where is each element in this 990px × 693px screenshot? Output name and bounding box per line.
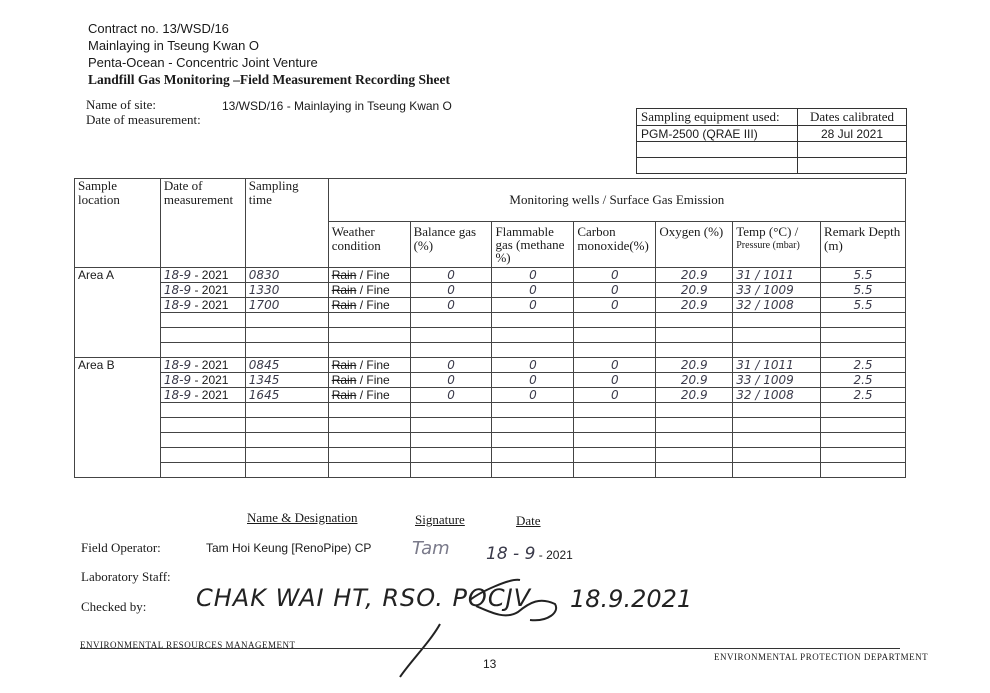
time-cell: 1645: [245, 388, 328, 403]
header-remark-depth: Remark Depth (m): [821, 222, 906, 268]
temp-pressure-cell: 31 / 1011: [733, 358, 821, 373]
header-pressure: Pressure (mbar): [736, 240, 800, 251]
calibration-blank-cell: [798, 142, 907, 158]
equipment-blank-cell: [637, 142, 798, 158]
oxygen-cell: 20.9: [656, 268, 733, 283]
temp-pressure-cell: 33 / 1009: [733, 283, 821, 298]
equipment-blank-cell: [637, 158, 798, 174]
oxygen-cell: 20.9: [656, 358, 733, 373]
date-cell: 18-9 - 2021: [160, 298, 245, 313]
field-operator-date: 18 - 9 - 2021: [486, 544, 573, 564]
depth-cell: 5.5: [821, 268, 906, 283]
carbon-cell: 0: [574, 373, 656, 388]
equipment-value: PGM-2500 (QRAE III): [637, 126, 798, 142]
name-designation-header: Name & Designation: [247, 510, 358, 525]
header-date: Date of measurement: [160, 179, 245, 268]
table-row-empty: [75, 448, 906, 463]
balance-cell: 0: [410, 373, 492, 388]
table-row: [75, 298, 906, 313]
flammable-cell: 0: [492, 268, 574, 283]
flammable-cell: 0: [492, 298, 574, 313]
depth-cell: 5.5: [821, 298, 906, 313]
flammable-cell: 0: [492, 358, 574, 373]
checked-by-label: Checked by:: [81, 599, 147, 614]
header-flammable-gas: Flammable gas (methane %): [492, 222, 574, 268]
weather-cell: Rain / Fine: [328, 388, 410, 403]
flammable-cell: 0: [492, 283, 574, 298]
weather-cell: Rain / Fine: [328, 268, 410, 283]
field-operator-signature: Tam: [412, 538, 450, 559]
area-a-label: Area A: [75, 268, 161, 358]
checked-by-handwritten: CHAK WAI HT, RSO. POCJV: [196, 584, 532, 612]
time-cell: 0830: [245, 268, 328, 283]
measurement-table: [74, 178, 906, 478]
date-cell: 18-9 - 2021: [160, 388, 245, 403]
balance-cell: 0: [410, 298, 492, 313]
temp-pressure-cell: 31 / 1011: [733, 268, 821, 283]
oxygen-cell: 20.9: [656, 298, 733, 313]
balance-cell: 0: [410, 268, 492, 283]
header-carbon-monoxide: Carbon monoxide(%): [574, 222, 656, 268]
time-cell: 1330: [245, 283, 328, 298]
date-cell: 18-9 - 2021: [160, 268, 245, 283]
balance-cell: 0: [410, 388, 492, 403]
temp-pressure-cell: 32 / 1008: [733, 388, 821, 403]
header-time: Sampling time: [245, 179, 328, 268]
document-header: [88, 20, 450, 88]
table-row-empty: [75, 313, 906, 328]
date-cell: 18-9 - 2021: [160, 283, 245, 298]
flammable-cell: 0: [492, 373, 574, 388]
table-row-empty: [75, 328, 906, 343]
header-weather: Weather condition: [328, 222, 410, 268]
header-balance-gas: Balance gas (%): [410, 222, 492, 268]
date-cell: 18-9 - 2021: [160, 358, 245, 373]
header-monitoring-group: Monitoring wells / Surface Gas Emission: [328, 179, 905, 222]
temp-pressure-cell: 32 / 1008: [733, 298, 821, 313]
time-cell: 0845: [245, 358, 328, 373]
site-name-value: 13/WSD/16 - Mainlaying in Tseung Kwan O: [222, 99, 452, 113]
carbon-cell: 0: [574, 358, 656, 373]
depth-cell: 5.5: [821, 283, 906, 298]
table-row-empty: [75, 343, 906, 358]
table-row: [75, 358, 906, 373]
weather-cell: Rain / Fine: [328, 298, 410, 313]
calibration-header: Dates calibrated: [798, 109, 907, 126]
oxygen-cell: 20.9: [656, 373, 733, 388]
project-name: Mainlaying in Tseung Kwan O: [88, 38, 260, 53]
page-number: 13: [483, 657, 497, 671]
temp-pressure-cell: 33 / 1009: [733, 373, 821, 388]
laboratory-staff-label: Laboratory Staff:: [81, 569, 171, 584]
header-oxygen: Oxygen (%): [656, 222, 733, 268]
calibration-date: 28 Jul 2021: [798, 126, 907, 142]
header-temp-pressure: [733, 222, 821, 268]
table-row-empty: [75, 433, 906, 448]
date-cell: 18-9 - 2021: [160, 373, 245, 388]
balance-cell: 0: [410, 283, 492, 298]
carbon-cell: 0: [574, 298, 656, 313]
table-row: [75, 283, 906, 298]
equipment-table: [636, 108, 907, 174]
table-row: [75, 268, 906, 283]
table-row: [75, 373, 906, 388]
field-operator-label: Field Operator:: [81, 540, 161, 555]
weather-cell: Rain / Fine: [328, 373, 410, 388]
time-cell: 1700: [245, 298, 328, 313]
footer-right: ENVIRONMENTAL PROTECTION DEPARTMENT: [714, 652, 929, 662]
contractor-name: Penta-Ocean - Concentric Joint Venture: [88, 55, 318, 70]
footer-left: ENVIRONMENTAL RESOURCES MANAGEMENT: [80, 640, 296, 650]
depth-cell: 2.5: [821, 358, 906, 373]
depth-cell: 2.5: [821, 373, 906, 388]
site-name-label: Name of site:: [86, 97, 157, 112]
equipment-header: Sampling equipment used:: [637, 109, 798, 126]
depth-cell: 2.5: [821, 388, 906, 403]
table-row: [75, 388, 906, 403]
signature-header: Signature: [415, 512, 465, 527]
time-cell: 1345: [245, 373, 328, 388]
balance-cell: 0: [410, 358, 492, 373]
carbon-cell: 0: [574, 388, 656, 403]
header-temp: Temp (°C) /: [736, 224, 799, 239]
oxygen-cell: 20.9: [656, 388, 733, 403]
calibration-blank-cell: [798, 158, 907, 174]
header-sample-location: Sample location: [75, 179, 161, 268]
table-row-empty: [75, 418, 906, 433]
weather-cell: Rain / Fine: [328, 358, 410, 373]
weather-cell: Rain / Fine: [328, 283, 410, 298]
date-header: Date: [516, 513, 541, 528]
area-b-label: Area B: [75, 358, 161, 478]
checked-by-date: 18.9.2021: [570, 585, 693, 613]
date-of-measurement-label: Date of measurement:: [86, 112, 201, 127]
flammable-cell: 0: [492, 388, 574, 403]
carbon-cell: 0: [574, 283, 656, 298]
contract-number: Contract no. 13/WSD/16: [88, 21, 229, 36]
sheet-title: Landfill Gas Monitoring –Field Measurement Recording Sheet: [88, 72, 450, 87]
oxygen-cell: 20.9: [656, 283, 733, 298]
table-row-empty: [75, 403, 906, 418]
table-row-empty: [75, 463, 906, 478]
field-operator-name: Tam Hoi Keung [RenoPipe) CP: [206, 541, 372, 555]
carbon-cell: 0: [574, 268, 656, 283]
